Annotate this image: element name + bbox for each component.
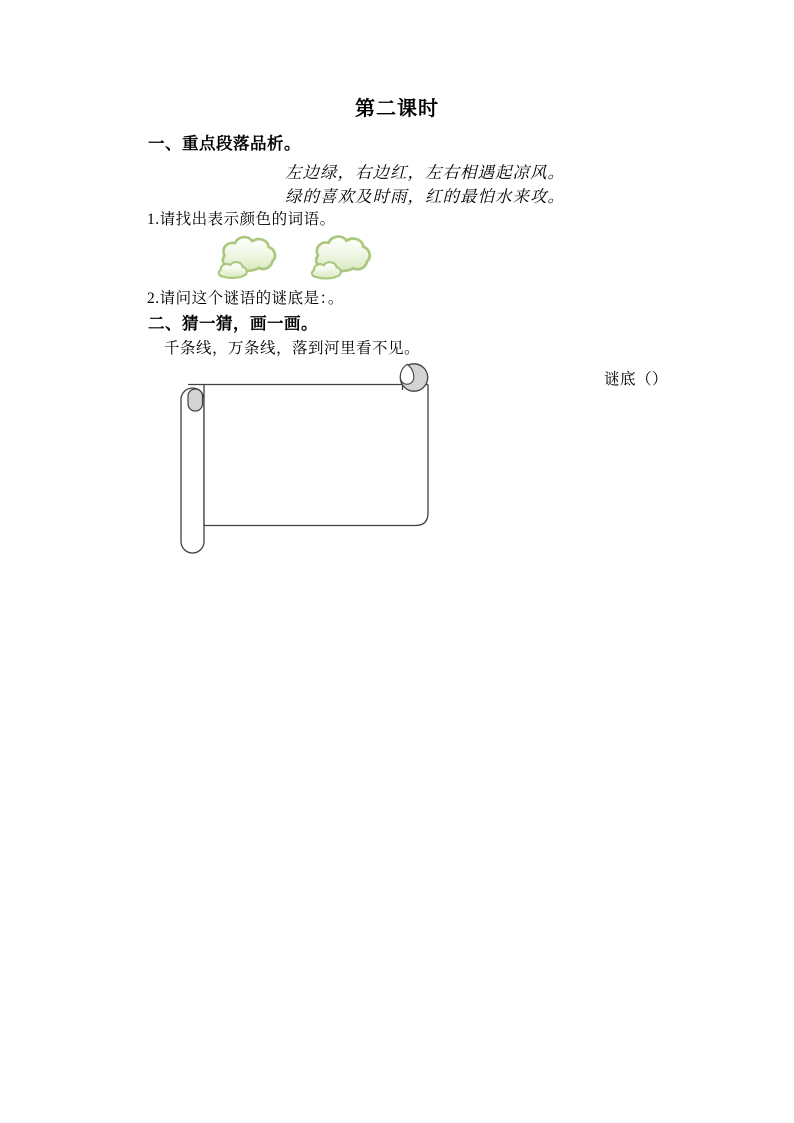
cloud-icon [216,233,279,282]
poem-line-2: 绿的喜欢及时雨，红的最怕水来攻。 [285,187,565,206]
answer-label: 谜底（） [604,371,669,388]
page-title: 第二课时 [355,98,439,120]
question-2: 2.请问这个谜语的谜底是：。 [147,290,344,307]
riddle-text: 千条线，万条线，落到河里看不见。 [164,340,421,357]
horizontal-scroll-icon [178,358,432,556]
cloud-icon [308,233,375,282]
section1-heading: 一、重点段落品析。 [148,135,301,153]
poem-line-1: 左边绿，右边红，左右相遇起凉风。 [285,163,565,182]
section2-heading: 二、猜一猜，画一画。 [148,315,318,333]
question-1: 1.请找出表示颜色的词语。 [147,211,336,228]
